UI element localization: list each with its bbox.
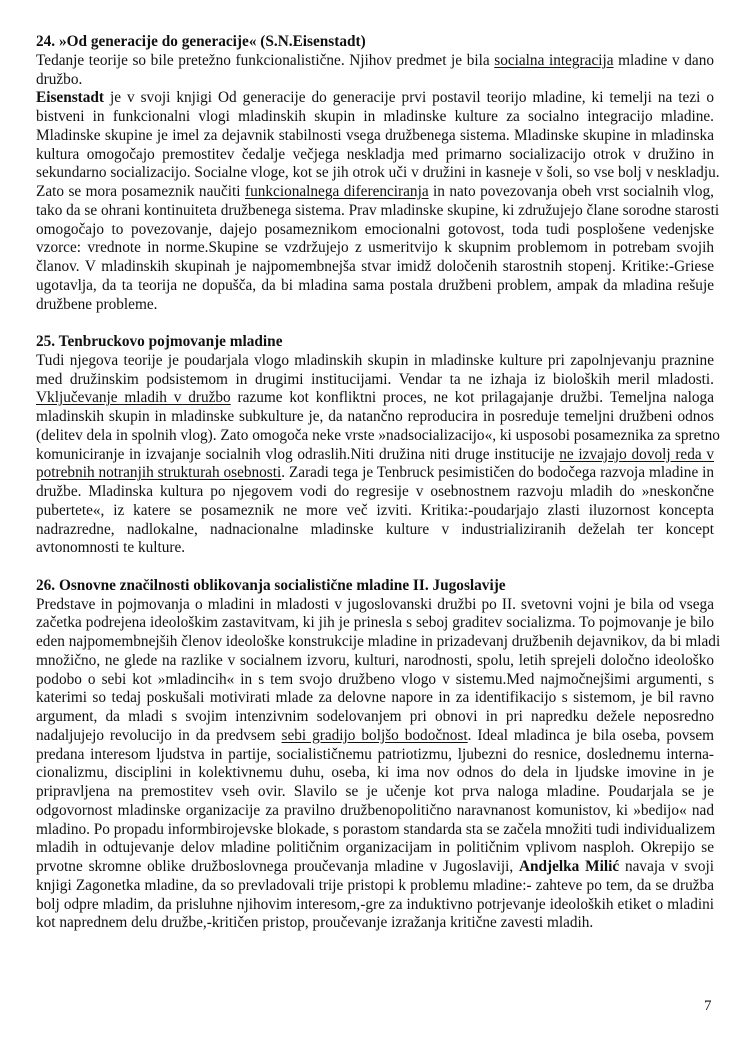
text-line: sekundarno socializacijo. Socialne vloge, kot se jih otrok uči v družini in kasneje v šoli, so vse bolj v neskladju. <box>36 164 720 182</box>
text-line: mladih in odtujevanje delov mladine političnim organizacijam in političnim vplivom nasploh. Okrepijo se <box>36 839 714 857</box>
section-heading: 25. Tenbruckovo pojmovanje mladine <box>36 333 283 350</box>
text-line: bolj odpre mladim, da prisluhne njihovim interesom,-gre za induktivno potrjevanje ideoloških etiket o mladini <box>36 895 714 913</box>
page-number: 7 <box>704 998 712 1014</box>
underlined-term: Vključevanje mladih v družbo <box>36 389 231 407</box>
text-line: potrebnih notranjih strukturah osebnosti. Zaradi tega je Tenbruck pesimističen do bodočega razvoja mladine in <box>36 464 714 482</box>
text-line: množično, ne glede na razlike v socialnem izvoru, kulturi, narodnosti, spolu, letih sprejeli določno ideološko <box>36 651 714 669</box>
text-line: argument, da mladi s svojim intenzivnim sodelovanjem pri obnovi in pri napredku dežele neposredno <box>36 708 714 725</box>
underlined-term: socialna integracija <box>494 51 614 69</box>
document-page <box>36 33 721 933</box>
text-line: eden najpomembnejših členov ideološke konstrukcije mladine in prizadevanj družbenih dejavnikov, da bi mladi <box>36 633 721 650</box>
section-24 <box>36 33 720 314</box>
text-line: kultura omogočajo premostitev čedalje večjega neskladja med primarno socializacijo otrok v družino in <box>36 145 714 163</box>
section-26 <box>36 576 721 933</box>
bold-author-name: Eisenstadt <box>36 89 104 107</box>
text-line: (delitev dela in spolnih vlog). Zato omogoča neke vrste »nadsocializacijo«, ki usposobi posameznika za spretno <box>36 426 720 444</box>
text-line: ugotavlja, da ta teorija ne dopušča, da bi mladina sama postala družbeni problem, ampak da mladina rešuje <box>36 276 714 294</box>
text-line: pripravljena na premostitev vseh ovir. Slavilo se je učenje kot prva naloga mladine. Poudarjala se je <box>36 783 714 800</box>
text-line: pubertete«, iz katere se posameznik ne more več izviti. Kritika:-poudarjajo zlasti iluzornost koncepta <box>36 501 714 519</box>
text-line: članov. V mladinskih skupinah je najpomembnejša stvar imidž določenih starostnih stopenj. Kritike:-Griese <box>36 258 714 275</box>
text-line: družbene probleme. <box>36 295 158 313</box>
underlined-term: potrebnih notranjih strukturah osebnosti <box>36 464 282 482</box>
text-line: Tudi njegova teorije je poudarjala vlogo mladinskih skupin in mladinske kulture pri zapolnjevanju praznine <box>36 351 714 369</box>
text-line: nadaljujejo revolucijo in da predvsem sebi gradijo boljšo bodočnost. Ideal mladinca je bila oseba, povsem <box>36 726 715 744</box>
text-line: knjigi Zagonetka mladine, da so prevladovali trije pristopi k problemu mladine:- zahteve po tem, da se družba <box>36 876 714 894</box>
text-line: cionalizmu, disciplini in kolektivnemu duhu, oseba, ki ima nov odnos do dela in ljudske imovine in je <box>36 764 714 782</box>
section-25 <box>36 333 720 558</box>
bold-author-name: Andjelka Milić <box>518 858 620 875</box>
section-heading: 26. Osnovne značilnosti oblikovanja socialistične mladine II. Jugoslavije <box>36 576 506 594</box>
text-line: družbo. <box>36 70 83 88</box>
text-line: mladino. Po propadu informbirojevske blokade, s porastom standarda sta se začela množiti tudi individualizem <box>36 820 716 838</box>
text-line: med družinskim podsistemom in drugimi institucijami. Vendar ta ne izhaja iz bioloških meril mladosti. <box>36 370 714 388</box>
underlined-term: ne izvajajo dovolj reda v <box>559 445 715 463</box>
text-line: omogočajo to povezovanje, dajejo posameznikom emocionalni gotovost, toda tudi posplošene vedenjske <box>36 220 714 238</box>
text-line: avtonomnosti te kulture. <box>36 539 186 557</box>
underlined-term: sebi gradijo boljšo bodočnost <box>281 726 468 744</box>
text-line: Predstave in pojmovanja o mladini in mladosti v jugoslovanski družbi po II. svetovni vojni je bila od vsega <box>36 595 714 613</box>
text-line: Eisenstadt je v svoji knjigi Od generacije do generacije prvi postavil teorijo mladine, ki temelji na tezi o <box>36 89 714 107</box>
text-line: nadrazredne, nadlokalne, nadnacionalne mladinske kulture v industrializiranih deželah ter koncept <box>36 520 714 538</box>
text-line: tako da se ohrani kontinuiteta družbenega sistema. Prav mladinske skupine, ki združujejo člane sorodne starosti <box>36 201 720 219</box>
text-line: prvotne skromne oblike družboslovnega proučevanja mladine v Jugoslaviji, Andjelka Milić navaja v svoji <box>36 858 714 875</box>
text-line: predana interesom ljudstva in partije, socialističnemu patriotizmu, ljubezni do resnice, doslednemu interna- <box>36 745 714 763</box>
section-heading: 24. »Od generacije do generacije« (S.N.Eisenstadt) <box>36 33 366 50</box>
text-line: komuniciranje in izvajanje socialnih vlog odraslih.Niti družina niti druge institucije ne izvajajo dovolj reda v <box>36 445 715 463</box>
text-line: podobo o sebi kot »mladincih« in s tem svojo družbeno vlogo v sistemu.Med najmočnejšimi argumenti, s <box>36 670 714 688</box>
text-line: začetka podrejena ideološkim zastavitvam, ki jih je prinesla s seboj graditev socializma. To pojmovanje je bilo <box>36 614 714 632</box>
text-line: Vključevanje mladih v družbo razume kot konfliktni proces, ne kot prilagajanje družbi. Temeljna naloga <box>36 389 714 407</box>
text-line: katerimi so tedaj poskušali motivirati mlade za delovne napore in za identifikacijo s sistemom, je bil ravno <box>36 689 714 707</box>
text-line: mladinskih skupin in mladinske subkulture je, da natančno reproducira in posreduje temeljni družbeni odnos <box>36 408 714 425</box>
text-line: odgovornost mladinske organizacije za pravilno družbenopolitično naravnanost komunistov, ki »bedijo« nad <box>36 801 714 819</box>
text-line: Zato se mora posameznik naučiti funkcionalnega diferenciranja in nato povezovanja obeh vrst socialnih vlog, <box>36 183 715 200</box>
text-line: kot naprednem delu družbe,-kritičen pristop, proučevanje izražanja kritične zavesti mladih. <box>36 914 594 932</box>
paragraph-gap <box>36 314 714 333</box>
underlined-term: funkcionalnega diferenciranja <box>244 183 429 200</box>
text-line: družbe. Mladinska kultura po njegovem vodi do regresije v osebnostnem razvoju mladih do »neskončne <box>36 483 714 500</box>
text-line: bistveni in funkcionalni vlogi mladinskih skupin in mladinske kulture za socialno integracijo mladine. <box>36 108 714 125</box>
text-line: Tedanje teorije so bile pretežno funkcionalistične. Njihov predmet je bila socialna integracija mladine v dano <box>36 51 714 69</box>
text-line: Mladinske skupine je imel za dejavnik stabilnosti vsega družbenega sistema. Mladinske skupine in mladinska <box>36 126 714 144</box>
text-line: vzorce: vrednote in norme.Skupine se vzdržujejo z usmeritvijo k skupnim problemom in potrebam svojih <box>36 239 714 257</box>
paragraph-gap <box>36 558 714 577</box>
